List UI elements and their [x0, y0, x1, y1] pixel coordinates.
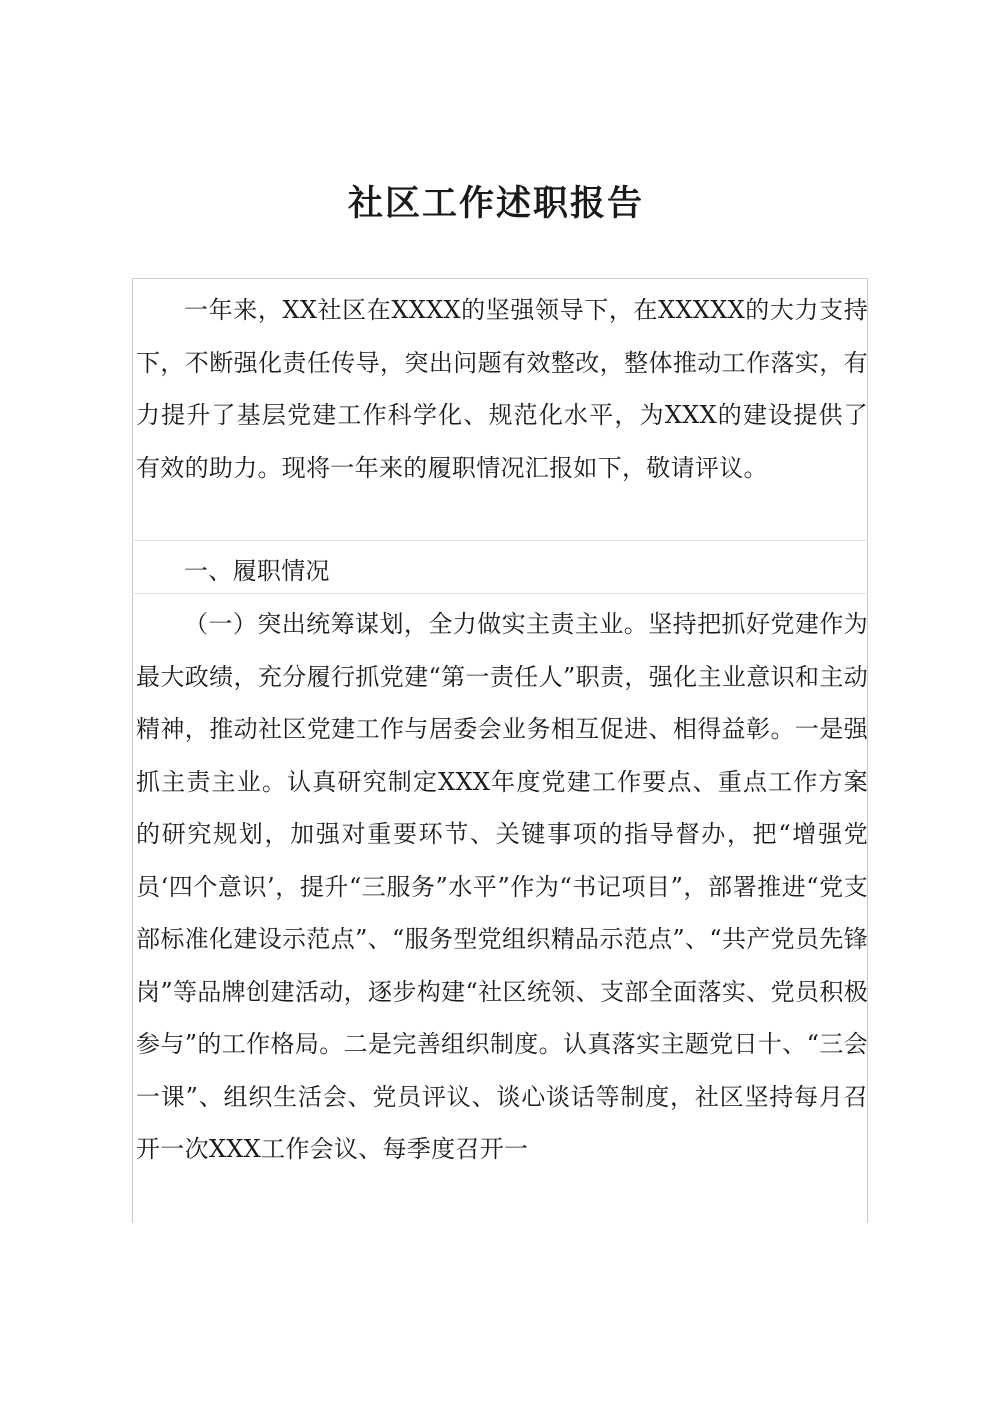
document-title: 社区工作述职报告	[347, 183, 644, 224]
section-paragraph: （一）突出统筹谋划，全力做实主责主业。坚持把抓好党建作为最大政绩，充分履行抓党建“第一责任人”职责，强化主业意识和主动精神，推动社区党建工作与居委会业务相互促进、相得益彰。一是强抓主责主业。认真研究制定XXX年度党建工作要点、重点工作方案的研究规划，加强对重要环节、关键事项的指导督办，把“增强党员‘四个意识’，提升“三服务”水平”作为“书记项目”，部署推进“党支部标准化建设示范点”、“服务型党组织精品示范点”、“共产党员先锋岗”等品牌创建活动，逐步构建“社区统领、支部全面落实、党员积极参与”的工作格局。二是完善组织制度。认真落实主题党日十、“三会一课”、组织生活会、党员评议、谈心谈话等制度，社区坚持每月召开一次XXX工作会议、每季度召开一	[136, 610, 868, 1163]
intro-paragraph: 一年来，XX社区在XXXX的坚强领导下，在XXXXX的大力支持下，不断强化责任传导，突出问题有效整改，整体推动工作落实，有力提升了基层党建工作科学化、规范化水平，为XXX的建设提供了有效的助力。现将一年来的履职情况汇报如下，敬请评议。	[136, 296, 868, 482]
paragraph-divider	[132, 540, 868, 541]
section-heading: 一、履职情况	[184, 557, 330, 585]
